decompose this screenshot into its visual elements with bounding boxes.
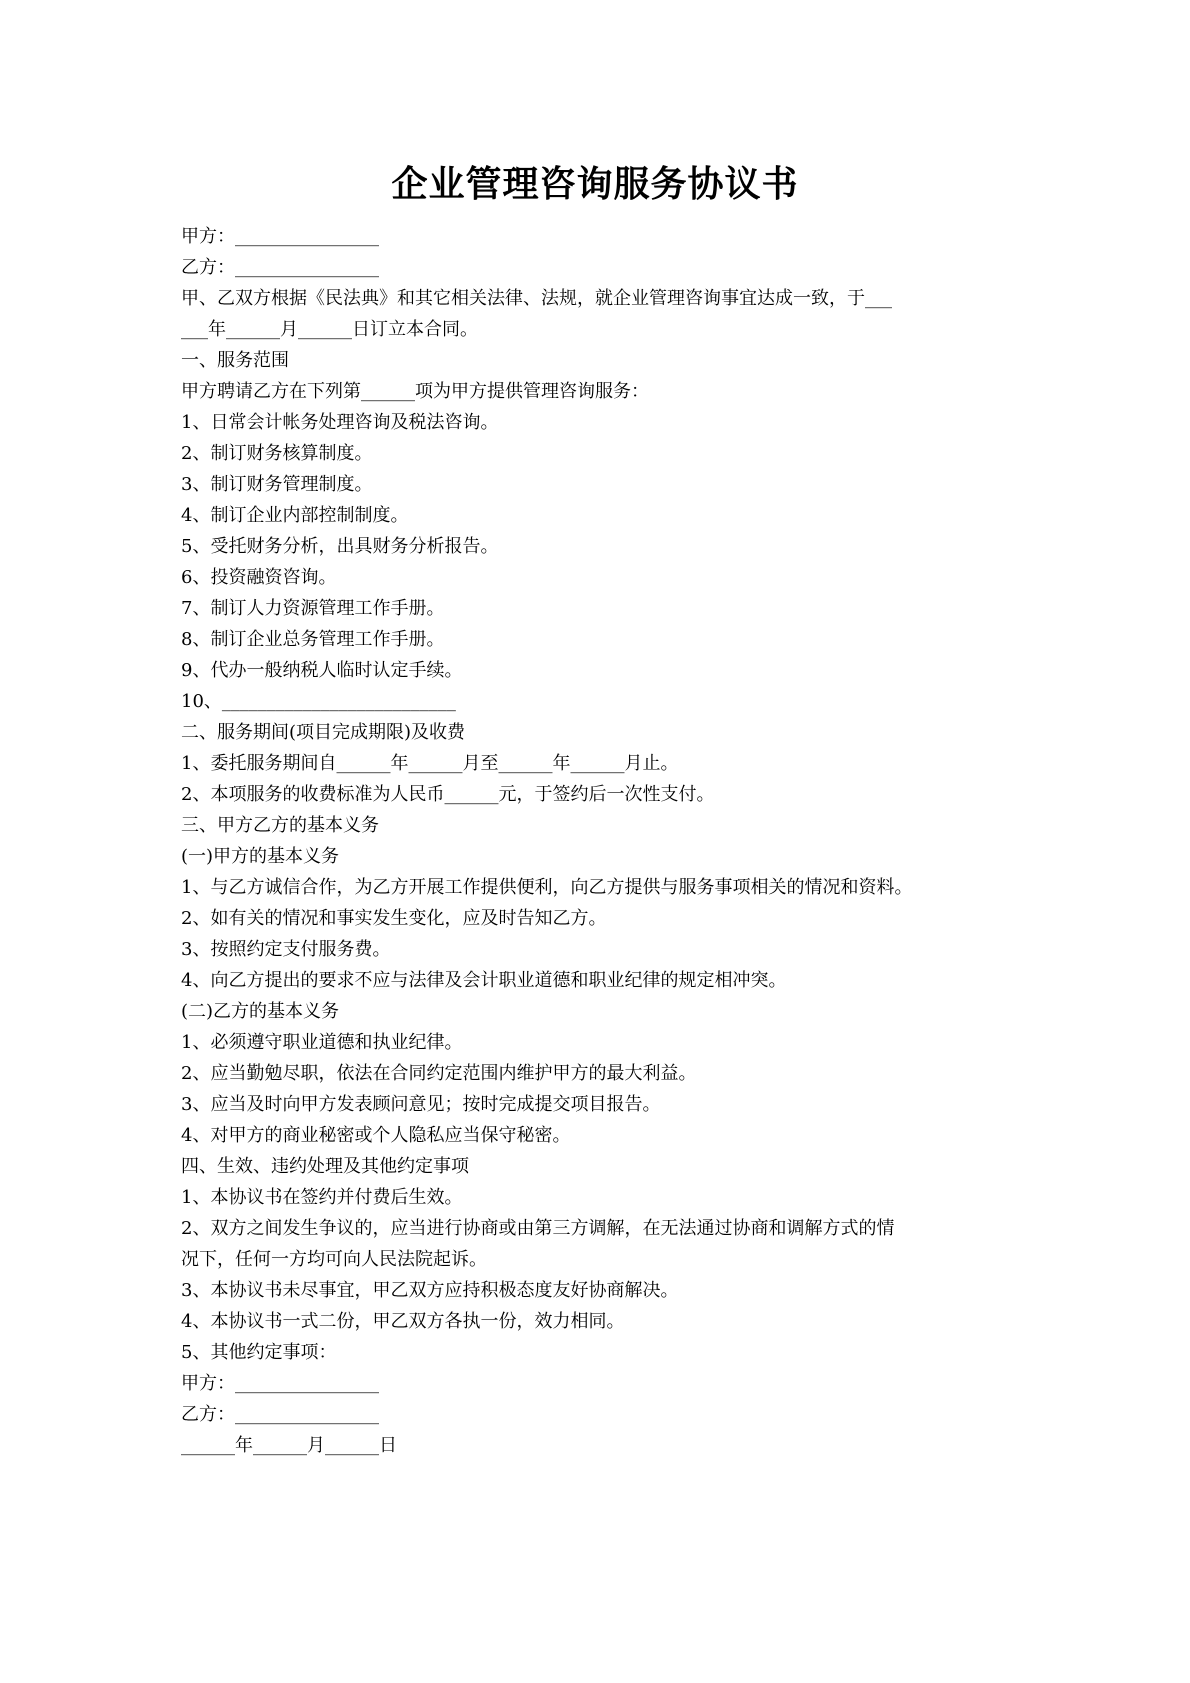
list-item: 5、其他约定事项： — [181, 1342, 337, 1363]
list-item: 7、制订人力资源管理工作手册。 — [181, 598, 445, 619]
list-item: 4、制订企业内部控制制度。 — [181, 505, 409, 526]
list-item: 9、代办一般纳税人临时认定手续。 — [181, 660, 463, 681]
list-item: 4、向乙方提出的要求不应与法律及会计职业道德和职业纪律的规定相冲突。 — [181, 970, 787, 991]
section-heading-2: 二、服务期间(项目完成期限)及收费 — [181, 722, 466, 743]
section-heading-4: 四、生效、违约处理及其他约定事项 — [181, 1156, 469, 1177]
list-item: 10、__________________________ — [181, 691, 456, 712]
list-item: 1、必须遵守职业道德和执业纪律。 — [181, 1032, 463, 1053]
list-item: 3、本协议书未尽事宜，甲乙双方应持积极态度友好协商解决。 — [181, 1280, 679, 1301]
section-heading-1: 一、服务范围 — [181, 350, 289, 371]
preamble-line-1: 甲、乙双方根据《民法典》和其它相关法律、法规，就企业管理咨询事宜达成一致，于___ — [181, 288, 892, 309]
document-title: 企业管理咨询服务协议书 — [391, 164, 799, 205]
list-item: 4、对甲方的商业秘密或个人隐私应当保守秘密。 — [181, 1125, 571, 1146]
signature-party-a: 甲方：________________ — [181, 1373, 379, 1394]
party-a-line: 甲方：________________ — [181, 226, 379, 247]
list-item: 6、投资融资咨询。 — [181, 567, 337, 588]
list-item: 2、如有关的情况和事实发生变化，应及时告知乙方。 — [181, 908, 607, 929]
signature-party-b: 乙方：________________ — [181, 1404, 379, 1425]
paragraph: 甲方聘请乙方在下列第______项为甲方提供管理咨询服务： — [181, 381, 649, 402]
list-item: 2、制订财务核算制度。 — [181, 443, 373, 464]
preamble-line-2: ___年______月______日订立本合同。 — [181, 319, 478, 340]
list-item: 1、委托服务期间自______年______月至______年______月止。 — [181, 753, 679, 774]
list-item: 8、制订企业总务管理工作手册。 — [181, 629, 445, 650]
list-item: 1、与乙方诚信合作，为乙方开展工作提供便利，向乙方提供与服务事项相关的情况和资料。 — [181, 877, 913, 898]
list-item: 1、日常会计帐务处理咨询及税法咨询。 — [181, 412, 499, 433]
subsection-heading-b: (二)乙方的基本义务 — [181, 1001, 340, 1022]
list-item: 2、应当勤勉尽职，依法在合同约定范围内维护甲方的最大利益。 — [181, 1063, 697, 1084]
list-item: 1、本协议书在签约并付费后生效。 — [181, 1187, 463, 1208]
document-body — [181, 221, 1021, 1461]
section-heading-3: 三、甲方乙方的基本义务 — [181, 815, 379, 836]
list-item-continuation: 况下，任何一方均可向人民法院起诉。 — [181, 1249, 487, 1270]
party-b-line: 乙方：________________ — [181, 257, 379, 278]
list-item: 3、按照约定支付服务费。 — [181, 939, 391, 960]
list-item: 4、本协议书一式二份，甲乙双方各执一份，效力相同。 — [181, 1311, 625, 1332]
list-item: 3、制订财务管理制度。 — [181, 474, 373, 495]
list-item: 3、应当及时向甲方发表顾问意见；按时完成提交项目报告。 — [181, 1094, 661, 1115]
list-item: 2、本项服务的收费标准为人民币______元，于签约后一次性支付。 — [181, 784, 715, 805]
subsection-heading-a: (一)甲方的基本义务 — [181, 846, 340, 867]
signature-date: ______年______月______日 — [181, 1435, 397, 1456]
list-item: 5、受托财务分析，出具财务分析报告。 — [181, 536, 499, 557]
list-item: 2、双方之间发生争议的，应当进行协商或由第三方调解，在无法通过协商和调解方式的情 — [181, 1218, 895, 1239]
